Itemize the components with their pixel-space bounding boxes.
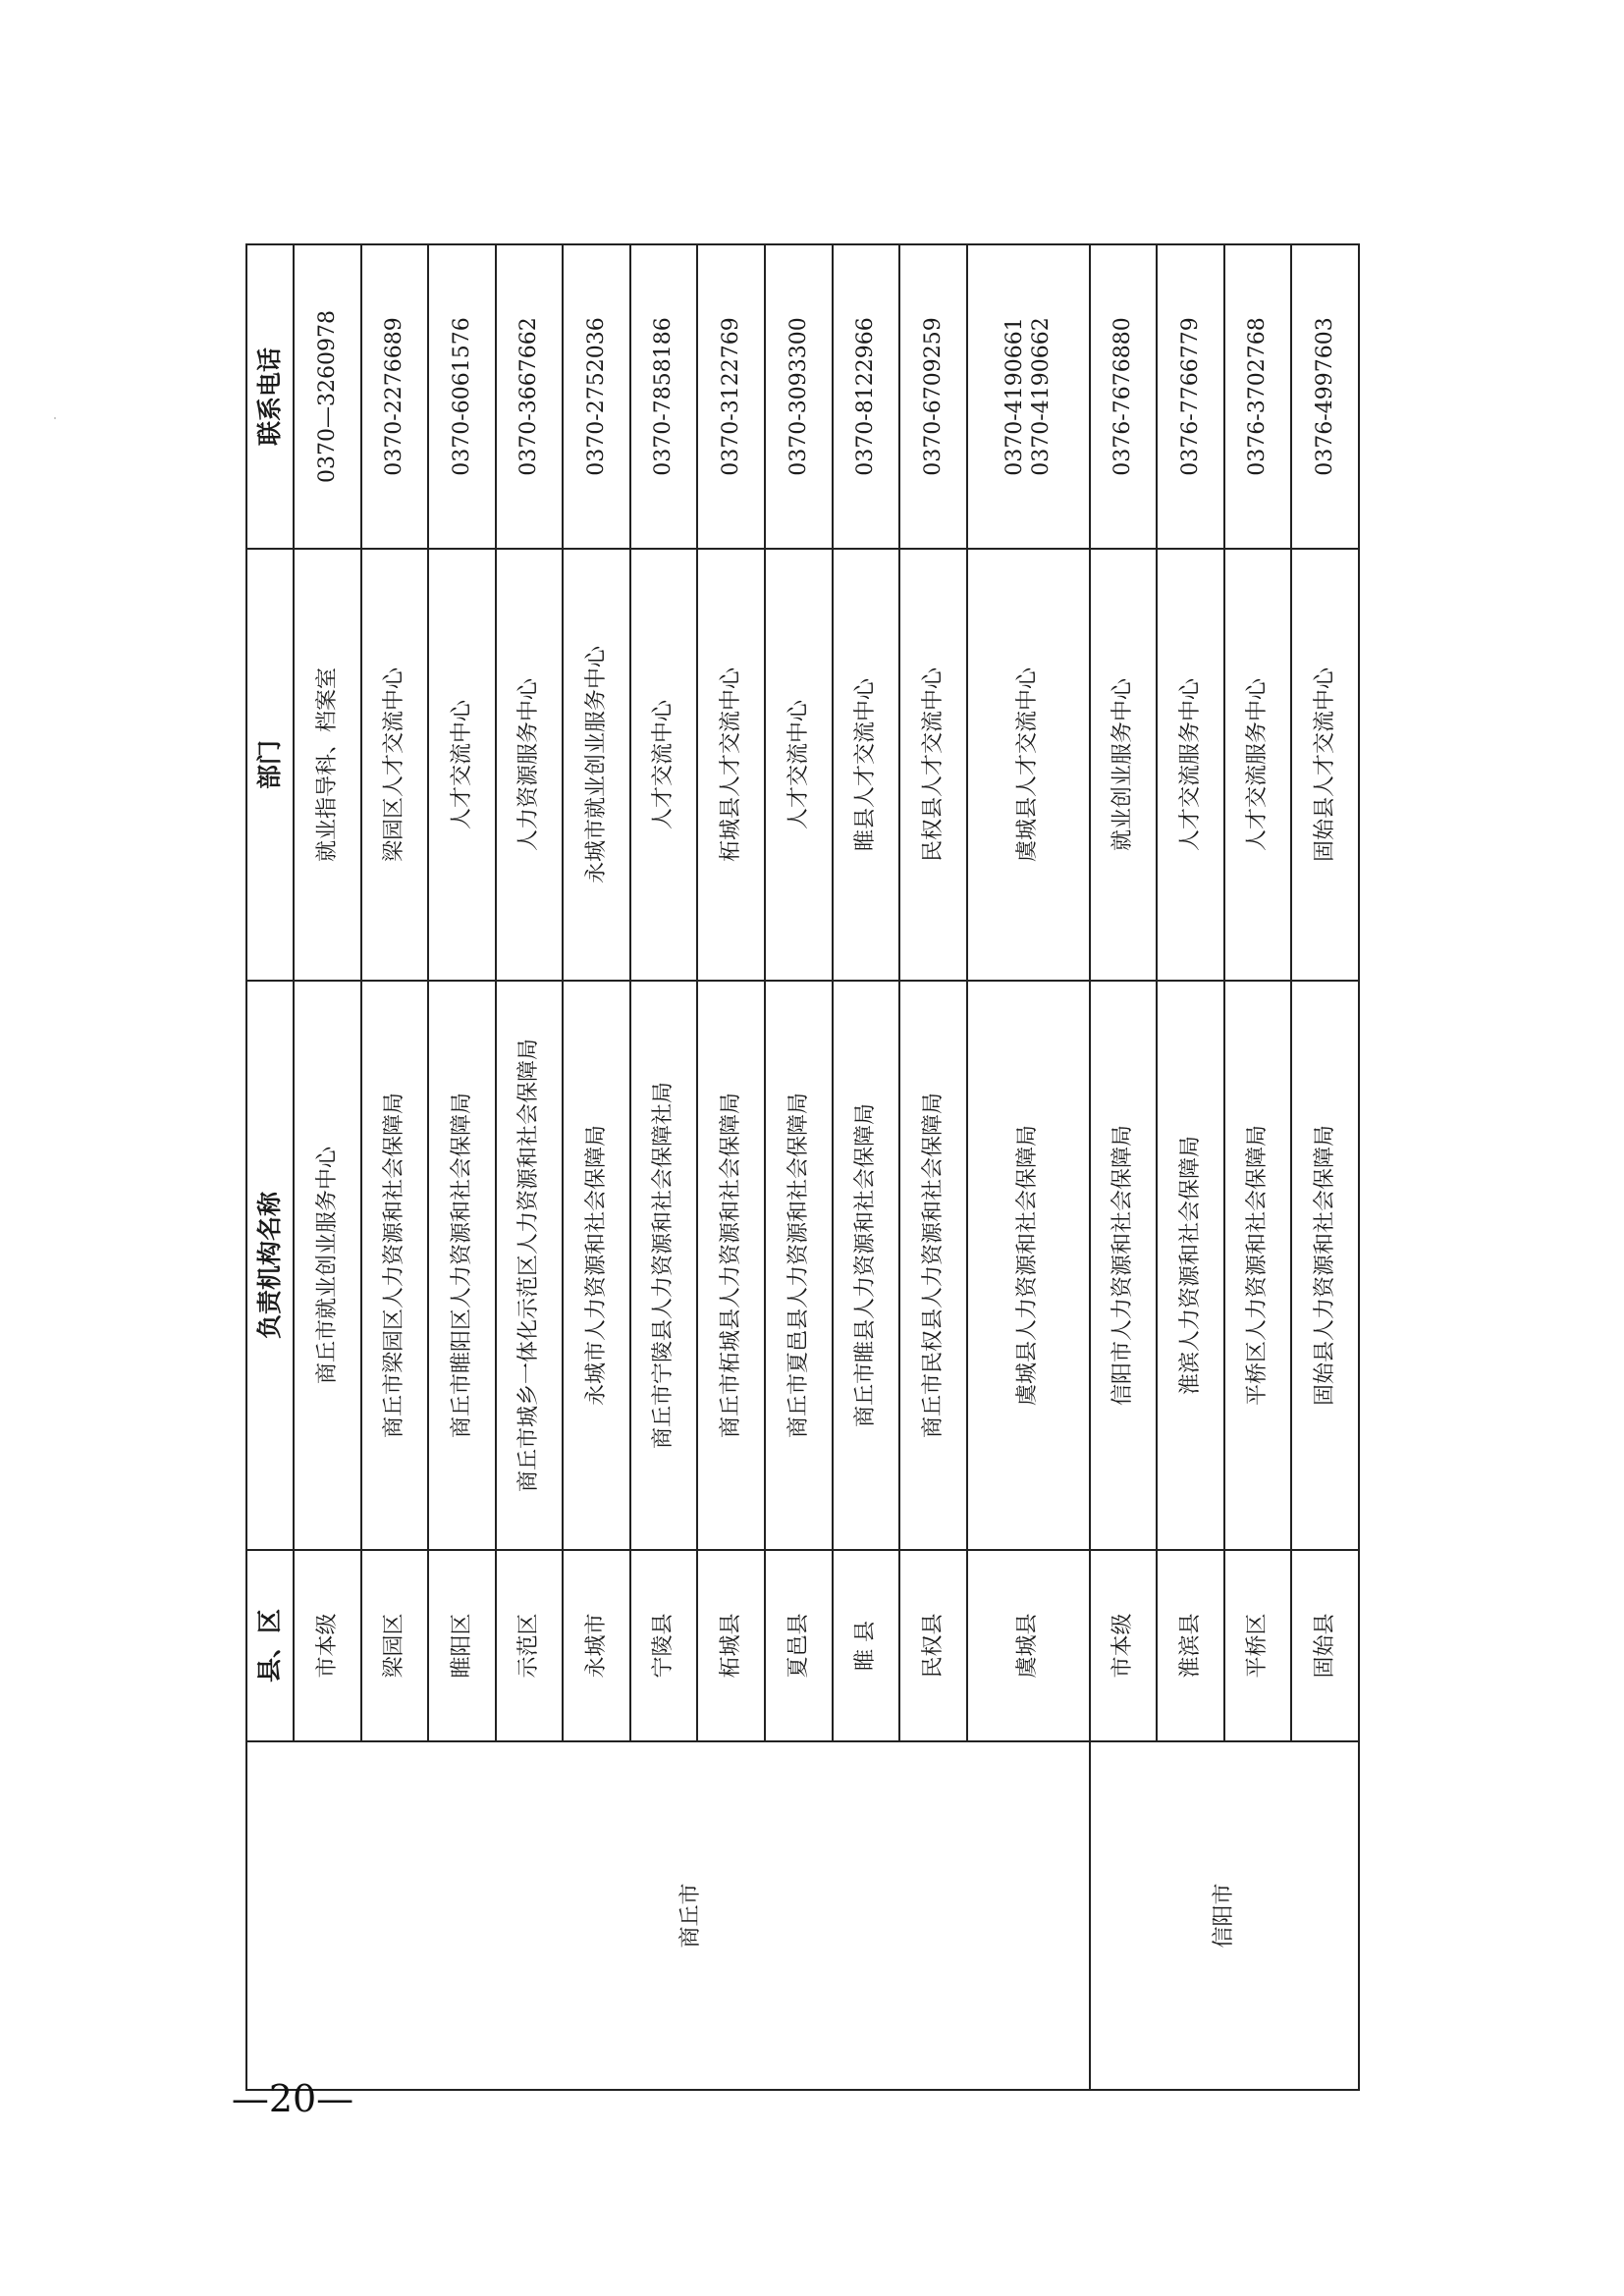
county-cell: 睢 县	[833, 1550, 900, 1741]
phone-cell: 0376-7676880	[1090, 244, 1158, 549]
header-phone: 联系电话	[246, 244, 294, 549]
county-cell: 夏邑县	[765, 1550, 833, 1741]
department-cell: 人才交流服务中心	[1157, 549, 1224, 981]
contact-table	[245, 243, 1360, 2091]
table-row	[294, 244, 361, 2090]
agency-cell: 商丘市民权县人力资源和社会保障局	[899, 981, 967, 1550]
department-cell: 虞城县人才交流中心	[967, 549, 1090, 981]
department-cell: 睢县人才交流中心	[833, 549, 900, 981]
phone-cell: 0370-3093300	[765, 244, 833, 549]
agency-cell: 商丘市睢县人力资源和社会保障局	[833, 981, 900, 1550]
phone-cell: 0370-7858186	[630, 244, 698, 549]
phone-cell: 0376-7766779	[1157, 244, 1224, 549]
header-agency: 负责机构名称	[246, 981, 294, 1550]
agency-cell: 商丘市宁陵县人力资源和社会保障社局	[630, 981, 698, 1550]
department-cell: 人才交流服务中心	[1224, 549, 1292, 981]
county-cell: 睢阳区	[428, 1550, 496, 1741]
county-cell: 虞城县	[967, 1550, 1090, 1741]
county-cell: 市本级	[1090, 1550, 1158, 1741]
county-cell: 平桥区	[1224, 1550, 1292, 1741]
agency-cell: 商丘市就业创业服务中心	[294, 981, 361, 1550]
scan-speck	[54, 417, 56, 419]
header-row	[246, 244, 294, 2090]
department-cell: 人才交流中心	[630, 549, 698, 981]
county-cell: 示范区	[496, 1550, 564, 1741]
department-cell: 永城市就业创业服务中心	[563, 549, 630, 981]
department-cell: 就业指导科、档案室	[294, 549, 361, 981]
department-cell: 人力资源服务中心	[496, 549, 564, 981]
phone-cell: 0376-3702768	[1224, 244, 1292, 549]
city-cell: 信阳市	[1090, 1741, 1359, 2090]
agency-cell: 商丘市睢阳区人力资源和社会保障局	[428, 981, 496, 1550]
phone-cell: 0370-2276689	[361, 244, 429, 549]
department-cell: 民权县人才交流中心	[899, 549, 967, 981]
agency-cell: 固始县人力资源和社会保障局	[1291, 981, 1359, 1550]
agency-cell: 虞城县人力资源和社会保障局	[967, 981, 1090, 1550]
agency-cell: 信阳市人力资源和社会保障局	[1090, 981, 1158, 1550]
county-cell: 固始县	[1291, 1550, 1359, 1741]
department-cell: 人才交流中心	[765, 549, 833, 981]
department-cell: 就业创业服务中心	[1090, 549, 1158, 981]
phone-cell: 0370-4190661 0370-4190662	[967, 244, 1090, 549]
county-cell: 民权县	[899, 1550, 967, 1741]
agency-cell: 商丘市梁园区人力资源和社会保障局	[361, 981, 429, 1550]
agency-cell: 平桥区人力资源和社会保障局	[1224, 981, 1292, 1550]
header-city	[246, 1741, 294, 2090]
county-cell: 市本级	[294, 1550, 361, 1741]
department-cell: 柘城县人才交流中心	[697, 549, 765, 981]
county-cell: 淮滨县	[1157, 1550, 1224, 1741]
agency-cell: 商丘市柘城县人力资源和社会保障局	[697, 981, 765, 1550]
table-row	[1090, 244, 1158, 2090]
page-number: —20—	[231, 2077, 354, 2120]
phone-cell: 0376-4997603	[1291, 244, 1359, 549]
phone-cell: 0370-3122769	[697, 244, 765, 549]
rotated-table-wrapper	[245, 245, 1360, 2091]
county-cell: 宁陵县	[630, 1550, 698, 1741]
phone-cell: 0370-8122966	[833, 244, 900, 549]
department-cell: 梁园区人才交流中心	[361, 549, 429, 981]
agency-cell: 淮滨人力资源和社会保障局	[1157, 981, 1224, 1550]
header-department: 部门	[246, 549, 294, 981]
county-cell: 梁园区	[361, 1550, 429, 1741]
city-cell: 商丘市	[294, 1741, 1090, 2090]
phone-cell: 0370-6709259	[899, 244, 967, 549]
agency-cell: 商丘市夏邑县人力资源和社会保障局	[765, 981, 833, 1550]
phone-cell: 0370-6061576	[428, 244, 496, 549]
county-cell: 永城市	[563, 1550, 630, 1741]
department-cell: 固始县人才交流中心	[1291, 549, 1359, 981]
phone-cell: 0370-3667662	[496, 244, 564, 549]
department-cell: 人才交流中心	[428, 549, 496, 981]
phone-cell: 0370—3260978	[294, 244, 361, 549]
county-cell: 柘城县	[697, 1550, 765, 1741]
agency-cell: 商丘市城乡一体化示范区人力资源和社会保障局	[496, 981, 564, 1550]
header-county: 县、区	[246, 1550, 294, 1741]
phone-cell: 0370-2752036	[563, 244, 630, 549]
agency-cell: 永城市人力资源和社会保障局	[563, 981, 630, 1550]
